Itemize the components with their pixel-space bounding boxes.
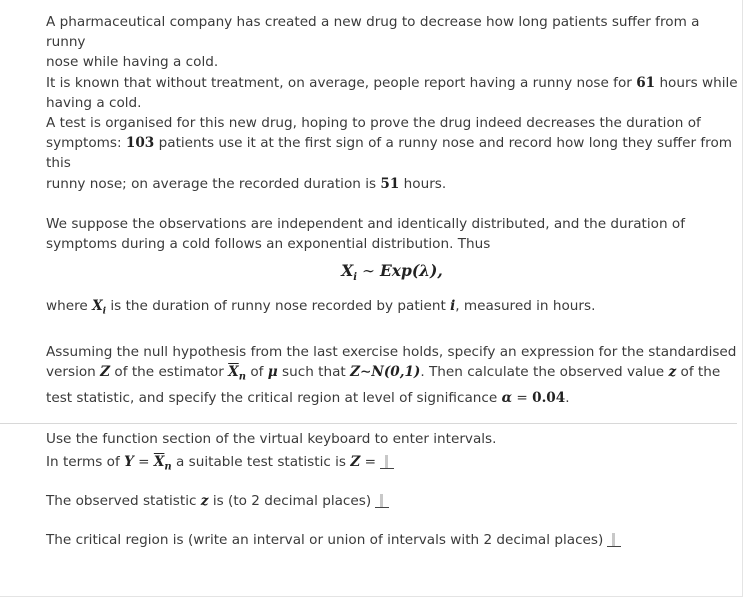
task-line-2: version Z of the estimator $\overline{X}_n$ of μ such that Z∼N(0,1). Then calculate the observed value z of the	[46, 364, 721, 384]
question-statistic: In terms of $Y = \overline{X}_n$ a suitable test statistic is Z =	[46, 452, 394, 478]
xbar-value: 51	[380, 175, 400, 192]
task-line-1: Assuming the null hypothesis from the last exercise holds, specify an expression for the standardised	[46, 344, 737, 361]
observed-answer-input[interactable]	[375, 493, 389, 508]
intro-line-5: A test is organised for this new drug, hoping to prove the drug indeed decreases the duration of	[46, 115, 701, 132]
text-cursor	[385, 455, 388, 468]
text-cursor	[612, 533, 615, 546]
n-value: 103	[125, 135, 155, 152]
intro-line-6: symptoms: 103 patients use it at the first sign of a runny nose and record how long they suffer from this	[46, 135, 733, 172]
mu0-value: 61	[636, 74, 656, 91]
model-line-2: symptoms during a cold follows an exponential distribution. Thus	[46, 236, 491, 253]
intro-line-4: having a cold.	[46, 94, 142, 111]
keyboard-note: Use the function section of the virtual keyboard to enter intervals.	[46, 430, 497, 447]
intro-line-7: runny nose; on average the recorded duration is 51 hours.	[46, 175, 447, 192]
question-observed: The observed statistic z is (to 2 decimal places)	[46, 491, 389, 511]
distribution-equation: $X_i$ ∼ Exp(λ),	[341, 261, 443, 284]
intro-line-1: A pharmaceutical company has created a new drug to decrease how long patients suffer from a runny	[46, 14, 700, 51]
question-critical-region: The critical region is (write an interval or union of intervals with 2 decimal places)	[46, 530, 621, 550]
model-line-1: We suppose the observations are independent and identically distributed, and the duration of	[46, 215, 686, 232]
intro-line-2: nose while having a cold.	[46, 54, 219, 71]
intro-line-3: It is known that without treatment, on average, people report having a runny nose for 61 hours while	[46, 74, 738, 91]
section-divider	[0, 423, 737, 424]
critical-region-input[interactable]	[607, 532, 621, 547]
problem-text	[46, 12, 738, 449]
statistic-answer-input[interactable]	[380, 454, 394, 469]
model-line-3: where $X_i$ is the duration of runny nose recorded by patient i, measured in hours.	[46, 298, 596, 318]
text-cursor	[380, 494, 383, 507]
task-line-3: test statistic, and specify the critical region at level of significance α = 0.04.	[46, 390, 570, 407]
